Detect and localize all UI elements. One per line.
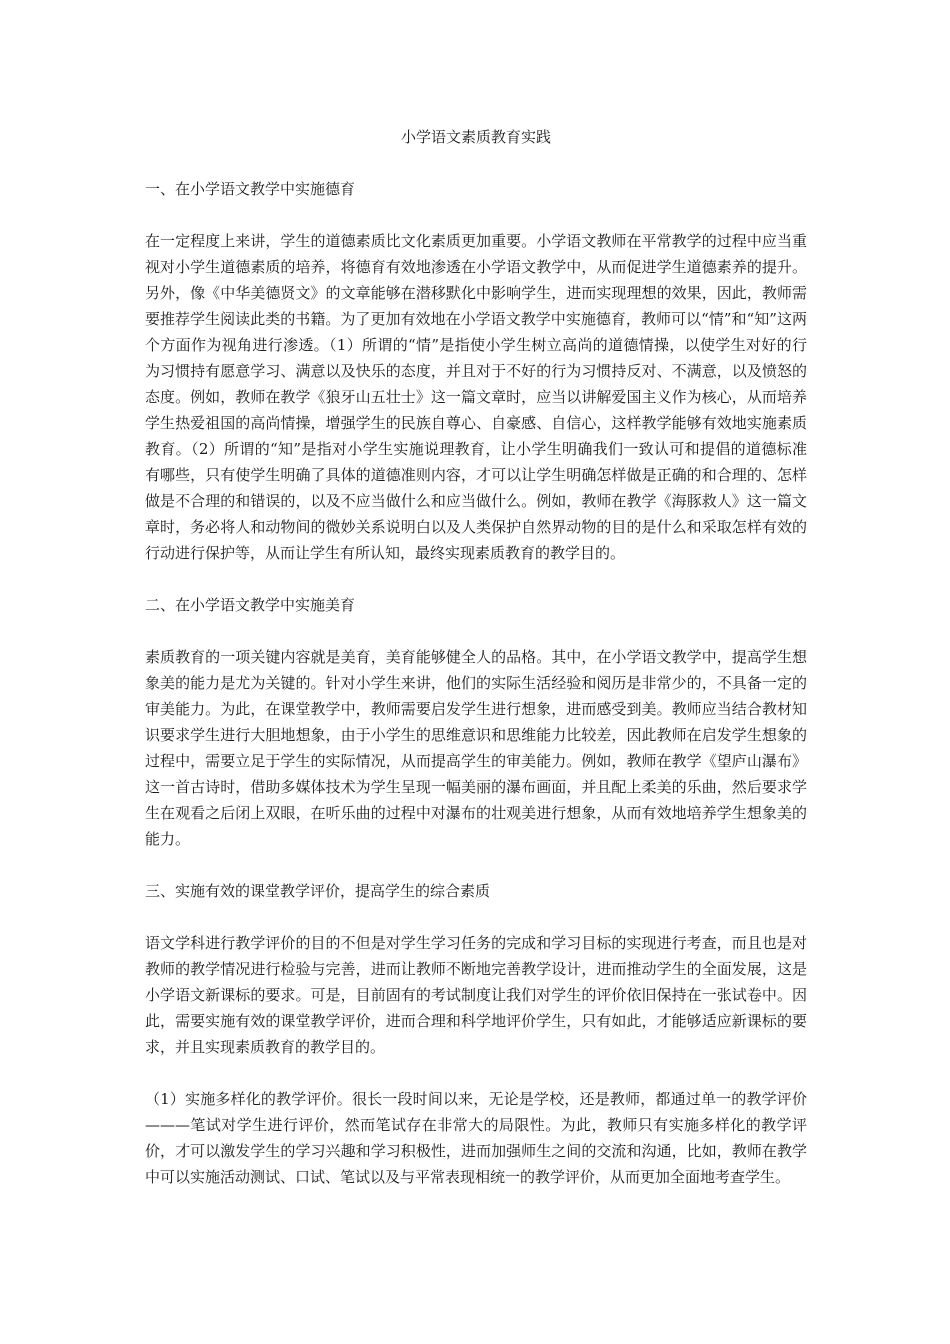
paragraph-moral-education: 在一定程度上来讲，学生的道德素质比文化素质更加重要。小学语文教师在平常教学的过程中应当重视对小学生道德素质的培养，将德育有效地渗透在小学语文教学中，从而促进学生道德素养的提升。另外，像《中华美德贤文》的文章能够在潜移默化中影响学生，进而实现理想的效果，因此，教师需要推荐学生阅读此类的书籍。为了更加有效地在小学语文教学中实施德育，教师可以“情”和“知”这两个方面作为视角进行渗透。（1）所谓的“情”是指使小学生树立高尚的道德情操，以使学生对好的行为习惯持有愿意学习、满意以及快乐的态度，并且对于不好的行为习惯持反对、不满意，以及愤怒的态度。例如，教师在教学《狼牙山五壮士》这一篇文章时，应当以讲解爱国主义作为核心，从而培养学生热爱祖国的高尚情操，增强学生的民族自尊心、自豪感、自信心，这样教学能够有效地实施素质教育。（2）所谓的“知”是指对小学生实施说理教育，让小学生明确我们一致认可和提倡的道德标准有哪些，只有使学生明确了具体的道德准则内容，才可以让学生明确怎样做是正确的和合理的、怎样做是不合理的和错误的，以及不应当做什么和应当做什么。例如，教师在教学《海豚救人》这一篇文章时，务必将人和动物间的微妙关系说明白以及人类保护自然界动物的目的是什么和采取怎样有效的行动进行保护等，从而让学生有所认知，最终实现素质教育的教学目的。	[145, 232, 807, 562]
section-heading-moral-education: 一、在小学语文教学中实施德育	[145, 180, 356, 198]
paragraph-diversified-evaluation: （1）实施多样化的教学评价。很长一段时间以来，无论是学校，还是教师，都通过单一的教学评价———笔试对学生进行评价，然而笔试存在非常大的局限性。为此，教师只有实施多样化的教学评价，才可以激发学生的学习兴趣和学习积极性，进而加强师生之间的交流和沟通，比如，教师在教学中可以实施活动测试、口试、笔试以及与平常表现相统一的教学评价，从而更加全面地考查学生。	[145, 1090, 807, 1186]
document-title: 小学语文素质教育实践	[400, 128, 551, 146]
section-heading-aesthetic-education: 二、在小学语文教学中实施美育	[145, 596, 356, 614]
section-heading-teaching-evaluation: 三、实施有效的课堂教学评价，提高学生的综合素质	[145, 882, 491, 900]
paragraph-evaluation-purpose: 语文学科进行教学评价的目的不但是对学生学习任务的完成和学习目标的实现进行考查，而且也是对教师的教学情况进行检验与完善，进而让教师不断地完善教学设计，进而推动学生的全面发展，这是小学语文新课标的要求。可是，目前固有的考试制度让我们对学生的评价依旧保持在一张试卷中。因此，需要实施有效的课堂教学评价，进而合理和科学地评价学生，只有如此，才能够适应新课标的要求，并且实现素质教育的教学目的。	[145, 934, 807, 1056]
document-page	[145, 124, 807, 1216]
paragraph-aesthetic-education: 素质教育的一项关键内容就是美育，美育能够健全人的品格。其中，在小学语文教学中，提高学生想象美的能力是尤为关键的。针对小学生来讲，他们的实际生活经验和阅历是非常少的，不具备一定的审美能力。为此，在课堂教学中，教师需要启发学生进行想象，进而感受到美。教师应当结合教材知识要求学生进行大胆地想象，由于小学生的思维意识和思维能力比较差，因此教师在启发学生想象的过程中，需要立足于学生的实际情况，从而提高学生的审美能力。例如，教师在教学《望庐山瀑布》这一首古诗时，借助多媒体技术为学生呈现一幅美丽的瀑布画面，并且配上柔美的乐曲，然后要求学生在观看之后闭上双眼，在听乐曲的过程中对瀑布的壮观美进行想象，从而有效地培养学生想象美的能力。	[145, 648, 807, 848]
